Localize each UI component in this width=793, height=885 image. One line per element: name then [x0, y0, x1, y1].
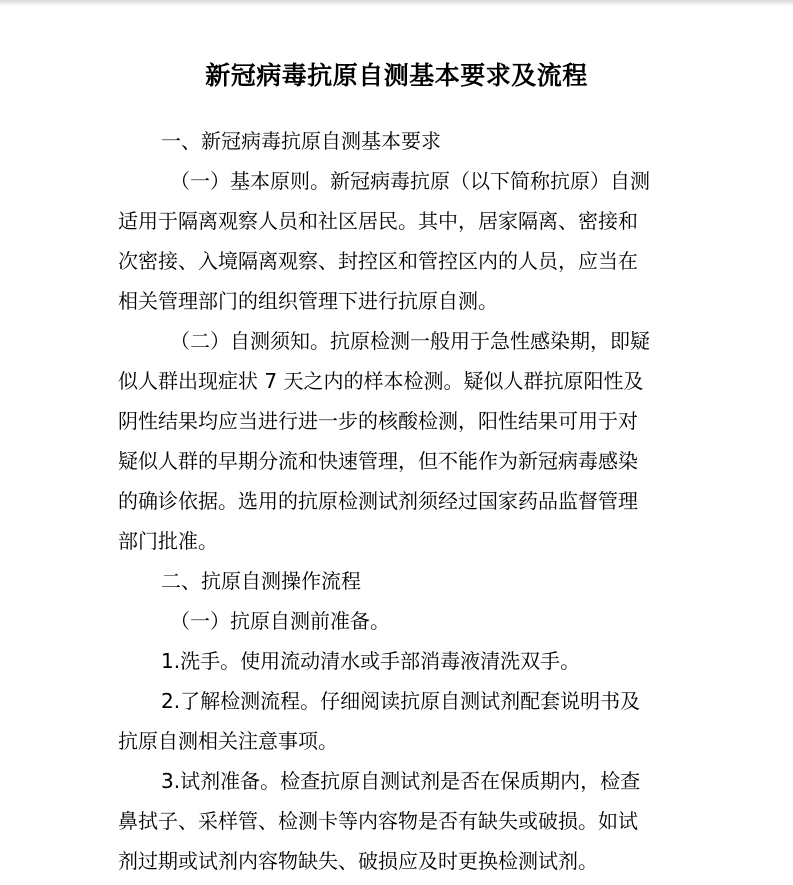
paragraph-line: 疑似人群的早期分流和快速管理，但不能作为新冠病毒感染	[118, 449, 638, 473]
subsection-heading: （一）抗原自测前准备。	[170, 609, 390, 633]
document-title: 新冠病毒抗原自测基本要求及流程	[205, 61, 588, 90]
document-body	[118, 121, 676, 881]
paragraph-line: 鼻拭子、采样管、检测卡等内容物是否有缺失或破损。如试	[118, 809, 638, 833]
paragraph-line: 阴性结果均应当进行进一步的核酸检测，阳性结果可用于对	[118, 409, 638, 433]
paragraph-line: （一）基本原则。新冠病毒抗原（以下简称抗原）自测	[170, 169, 650, 193]
paragraph-line: 相关管理部门的组织管理下进行抗原自测。	[118, 289, 498, 313]
paragraph-line: 剂过期或试剂内容物缺失、破损应及时更换检测试剂。	[118, 849, 598, 873]
paragraph-line: 适用于隔离观察人员和社区居民。其中，居家隔离、密接和	[118, 209, 638, 233]
paragraph-line: 抗原自测相关注意事项。	[118, 729, 338, 753]
paragraph-line: 1.洗手。使用流动清水或手部消毒液清洗双手。	[161, 649, 581, 673]
paragraph-line: 似人群出现症状 7 天之内的样本检测。疑似人群抗原阳性及	[118, 369, 644, 393]
paragraph-line: 的确诊依据。选用的抗原检测试剂须经过国家药品监督管理	[118, 489, 638, 513]
section-heading-2: 二、抗原自测操作流程	[161, 569, 361, 593]
paragraph-line: 部门批准。	[118, 529, 218, 553]
paragraph-line: 2.了解检测流程。仔细阅读抗原自测试剂配套说明书及	[161, 689, 641, 713]
paragraph-line: 次密接、入境隔离观察、封控区和管控区内的人员，应当在	[118, 249, 638, 273]
section-heading-1: 一、新冠病毒抗原自测基本要求	[161, 129, 441, 153]
paragraph-line: （二）自测须知。抗原检测一般用于急性感染期，即疑	[170, 329, 650, 353]
paragraph-line: 3.试剂准备。检查抗原自测试剂是否在保质期内，检查	[161, 769, 641, 793]
